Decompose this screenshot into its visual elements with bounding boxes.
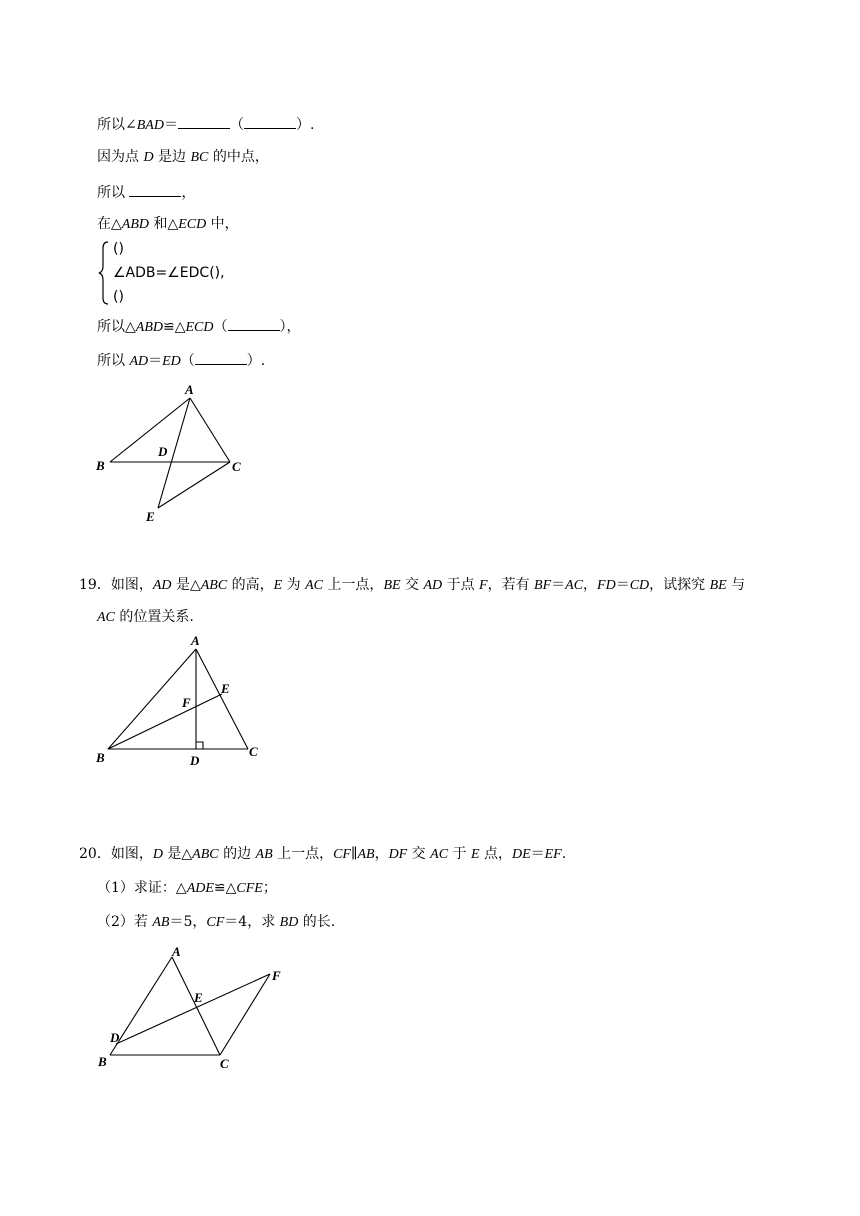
figure-18 — [90, 378, 260, 528]
text: 的高， — [227, 577, 274, 593]
q18-line-in-triangles — [97, 215, 239, 234]
text: ＝5， — [169, 914, 207, 930]
text: 交 — [407, 846, 431, 862]
text: 的边 — [218, 846, 256, 862]
text: ）. — [295, 117, 315, 133]
text: CD — [629, 578, 650, 593]
label-e: E — [146, 509, 155, 524]
text: D — [143, 150, 154, 165]
text: 的长. — [298, 914, 336, 930]
text: ≌△ — [163, 319, 186, 335]
label-b: B — [96, 458, 105, 473]
text: BF — [534, 578, 552, 593]
text: ， — [583, 577, 598, 593]
text: ＝ — [530, 846, 545, 862]
text: 在△ — [97, 216, 122, 232]
text: （ — [180, 353, 195, 369]
q20-part-2 — [97, 913, 335, 932]
text: 的位置关系. — [114, 609, 194, 625]
text: 上一点， — [272, 846, 334, 862]
label-c: C — [249, 744, 258, 759]
label-a: A — [185, 382, 194, 397]
label-d: D — [190, 753, 200, 768]
answer-blank — [195, 350, 247, 365]
text: ED — [162, 354, 181, 369]
text: ECD — [178, 217, 207, 232]
text: 是边 — [153, 149, 191, 165]
text: （ — [213, 319, 228, 335]
label-d: D — [158, 444, 168, 459]
segment-be — [108, 694, 222, 749]
figure-20 — [90, 942, 300, 1072]
text: ADE — [186, 881, 214, 896]
label-a: A — [191, 633, 200, 648]
answer-blank — [244, 114, 296, 129]
text: ABC — [192, 847, 219, 862]
text: AC — [430, 847, 449, 862]
text: ＝4，求 — [224, 914, 280, 930]
text: 如图， — [110, 577, 153, 593]
q18-line-angle-bad — [97, 114, 314, 135]
text: ， — [181, 185, 196, 201]
text: ）. — [246, 353, 266, 369]
text: 所以△ — [97, 319, 136, 335]
text: AC — [97, 610, 115, 625]
text: ECD — [185, 320, 214, 335]
segment-cf — [220, 974, 270, 1055]
text: ，若有 — [487, 577, 535, 593]
label-e: E — [194, 990, 203, 1005]
text: ABC — [200, 578, 228, 593]
segment-ab — [110, 398, 190, 462]
text: AB — [152, 915, 170, 930]
left-brace-icon — [97, 240, 111, 306]
text: ＝ — [615, 577, 630, 593]
text: ∥ — [350, 846, 358, 862]
label-e: E — [221, 681, 230, 696]
q19-line-1 — [79, 576, 745, 595]
text: 因为点 — [97, 149, 144, 165]
q18-line-midpoint — [97, 148, 269, 167]
segment-ec — [158, 462, 230, 508]
q18-line-congruent — [97, 316, 301, 337]
text: （1）求证：△ — [97, 880, 187, 896]
text: DF — [388, 847, 408, 862]
text: ABD — [121, 217, 149, 232]
q18-line-ad-ed — [97, 350, 265, 371]
text: ≌△ — [213, 880, 237, 896]
text: . — [561, 846, 567, 862]
text: BE — [383, 578, 401, 593]
text: CF — [333, 847, 351, 862]
text: ＝ — [551, 577, 566, 593]
q20-line-1 — [79, 845, 566, 864]
question-number: 19． — [79, 577, 111, 593]
text: EF — [544, 847, 562, 862]
segment-ac — [190, 398, 230, 462]
text: ， — [374, 846, 389, 862]
text: 交 — [400, 577, 424, 593]
text: ＝ — [148, 353, 163, 369]
answer-blank — [129, 182, 181, 197]
text: ，试探究 — [649, 577, 710, 593]
text: AC — [305, 578, 323, 593]
text: 是△ — [162, 846, 193, 862]
system-row-2: ∠ADB=∠EDC(), — [113, 265, 225, 281]
segment-ac — [196, 649, 248, 749]
text: F — [479, 578, 488, 593]
label-f: F — [272, 968, 281, 983]
answer-blank — [228, 316, 280, 331]
system-row-3: () — [113, 289, 124, 305]
text: BE — [709, 578, 727, 593]
text: 所以 — [97, 353, 130, 369]
text: CFE — [236, 881, 263, 896]
answer-blank — [178, 114, 230, 129]
text: 所以∠ — [97, 117, 137, 133]
q20-part-1 — [97, 879, 277, 898]
label-c: C — [232, 459, 241, 474]
text: E — [273, 578, 283, 593]
text: AB — [357, 847, 375, 862]
text: BC — [190, 150, 209, 165]
text: ； — [262, 880, 277, 896]
text: （ — [229, 117, 244, 133]
text: BD — [279, 915, 299, 930]
text: 中， — [206, 216, 239, 232]
label-d: D — [110, 1030, 120, 1045]
text: 于点 — [442, 577, 480, 593]
text: AD — [423, 578, 443, 593]
text: 点， — [479, 846, 512, 862]
text: AB — [255, 847, 273, 862]
label-f: F — [182, 695, 191, 710]
segment-ac — [172, 957, 220, 1055]
text: E — [470, 847, 480, 862]
text: AD — [129, 354, 149, 369]
text: 所以 — [97, 185, 130, 201]
q18-line-therefore — [97, 182, 195, 202]
text: 和△ — [149, 216, 179, 232]
text: FD — [597, 578, 616, 593]
figure-19 — [90, 632, 270, 772]
text: ）， — [279, 319, 301, 335]
right-angle-mark — [196, 742, 203, 749]
text: 的中点， — [208, 149, 269, 165]
text: BAD — [136, 118, 164, 133]
text: CF — [206, 915, 225, 930]
text: ＝ — [163, 117, 178, 133]
text: AC — [565, 578, 584, 593]
text: 如图， — [110, 846, 153, 862]
text: （2）若 — [97, 914, 153, 930]
q19-line-2 — [97, 608, 194, 627]
question-number: 20． — [79, 846, 111, 862]
label-c: C — [220, 1056, 229, 1071]
label-b: B — [98, 1054, 107, 1069]
text: AD — [152, 578, 172, 593]
label-a: A — [172, 944, 181, 959]
text: 是△ — [171, 577, 201, 593]
text: 于 — [448, 846, 471, 862]
text: 上一点， — [322, 577, 384, 593]
text: 为 — [282, 577, 306, 593]
label-b: B — [96, 750, 105, 765]
text: DE — [511, 847, 531, 862]
text: ABD — [135, 320, 163, 335]
equation-system — [97, 240, 297, 306]
system-row-1: () — [113, 241, 124, 257]
text: 与 — [726, 577, 746, 593]
text: D — [152, 847, 163, 862]
